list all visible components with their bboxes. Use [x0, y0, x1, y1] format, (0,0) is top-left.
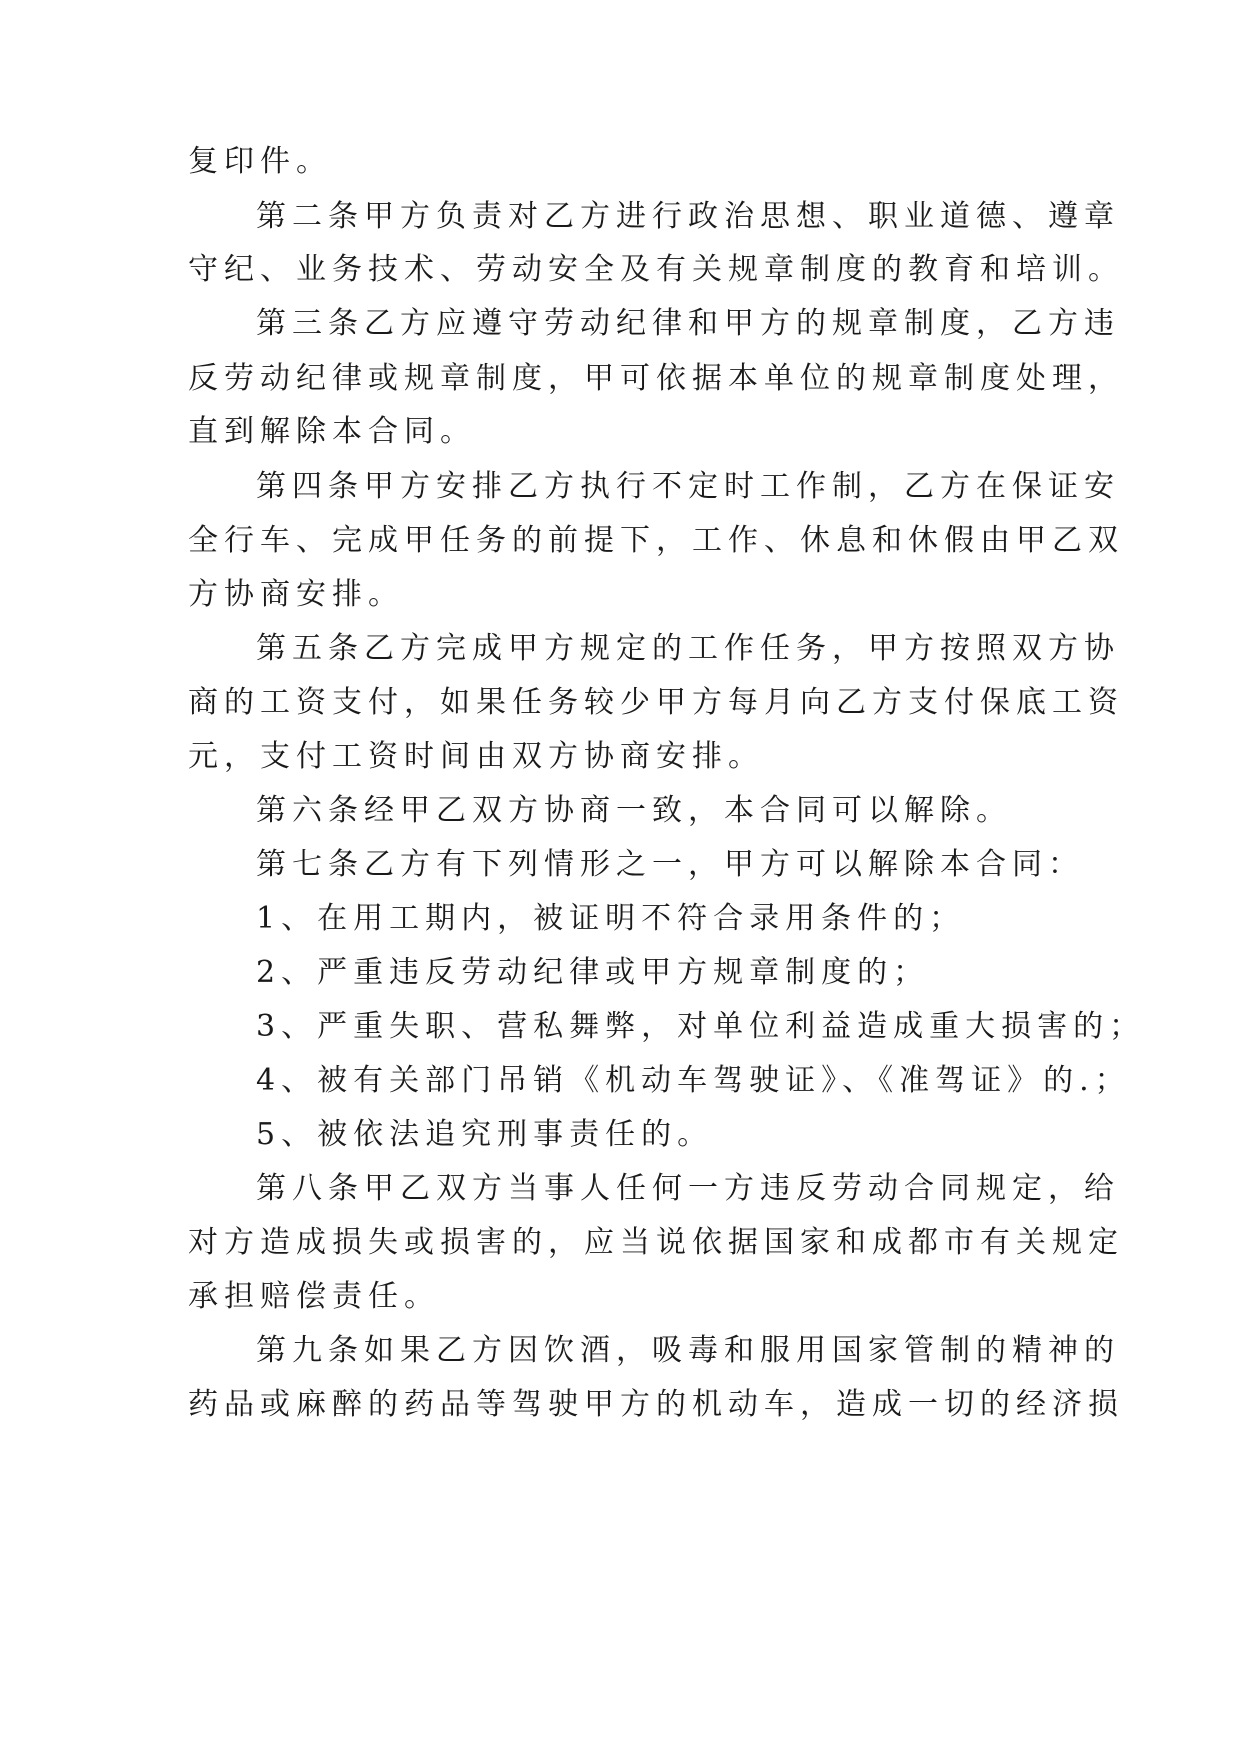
paragraph-line: 第四条甲方安排乙方执行不定时工作制，乙方在保证安: [256, 469, 1120, 504]
paragraph-line: 元，支付工资时间由双方协商安排。: [188, 739, 764, 774]
paragraph-line: 药品或麻醉的药品等驾驶甲方的机动车，造成一切的经济损: [188, 1387, 1124, 1422]
paragraph-line: 对方造成损失或损害的，应当说依据国家和成都市有关规定: [188, 1225, 1124, 1260]
paragraph-line: 第三条乙方应遵守劳动纪律和甲方的规章制度，乙方违: [256, 306, 1120, 341]
paragraph-line: 承担赔偿责任。: [188, 1279, 440, 1314]
paragraph-line: 守纪、业务技术、劳动安全及有关规章制度的教育和培训。: [188, 252, 1124, 287]
paragraph-line: 第五条乙方完成甲方规定的工作任务，甲方按照双方协: [256, 631, 1120, 666]
list-item: 1、在用工期内，被证明不符合录用条件的；: [256, 901, 966, 936]
paragraph-line: 复印件。: [188, 144, 332, 179]
list-item: 2、严重违反劳动纪律或甲方规章制度的；: [256, 955, 930, 990]
paragraph-line: 第九条如果乙方因饮酒，吸毒和服用国家管制的精神的: [256, 1333, 1120, 1368]
paragraph-line: 方协商安排。: [188, 577, 404, 612]
paragraph-line: 反劳动纪律或规章制度，甲可依据本单位的规章制度处理，: [188, 361, 1124, 396]
paragraph-line: 全行车、完成甲任务的前提下，工作、休息和休假由甲乙双: [188, 523, 1124, 558]
paragraph-line: 第二条甲方负责对乙方进行政治思想、职业道德、遵章: [256, 199, 1120, 234]
list-item: 5、被依法追究刑事责任的。: [256, 1117, 714, 1152]
paragraph-line: 第六条经甲乙双方协商一致，本合同可以解除。: [256, 793, 1012, 828]
list-item: 4、被有关部门吊销《机动车驾驶证》、《准驾证》的.；: [256, 1063, 1131, 1098]
paragraph-line: 直到解除本合同。: [188, 414, 476, 449]
paragraph-line: 第八条甲乙双方当事人任何一方违反劳动合同规定，给: [256, 1171, 1120, 1206]
paragraph-line: 商的工资支付，如果任务较少甲方每月向乙方支付保底工资: [188, 685, 1124, 720]
paragraph-line: 第七条乙方有下列情形之一，甲方可以解除本合同：: [256, 847, 1084, 882]
list-item: 3、严重失职、营私舞弊，对单位利益造成重大损害的；: [256, 1009, 1146, 1044]
